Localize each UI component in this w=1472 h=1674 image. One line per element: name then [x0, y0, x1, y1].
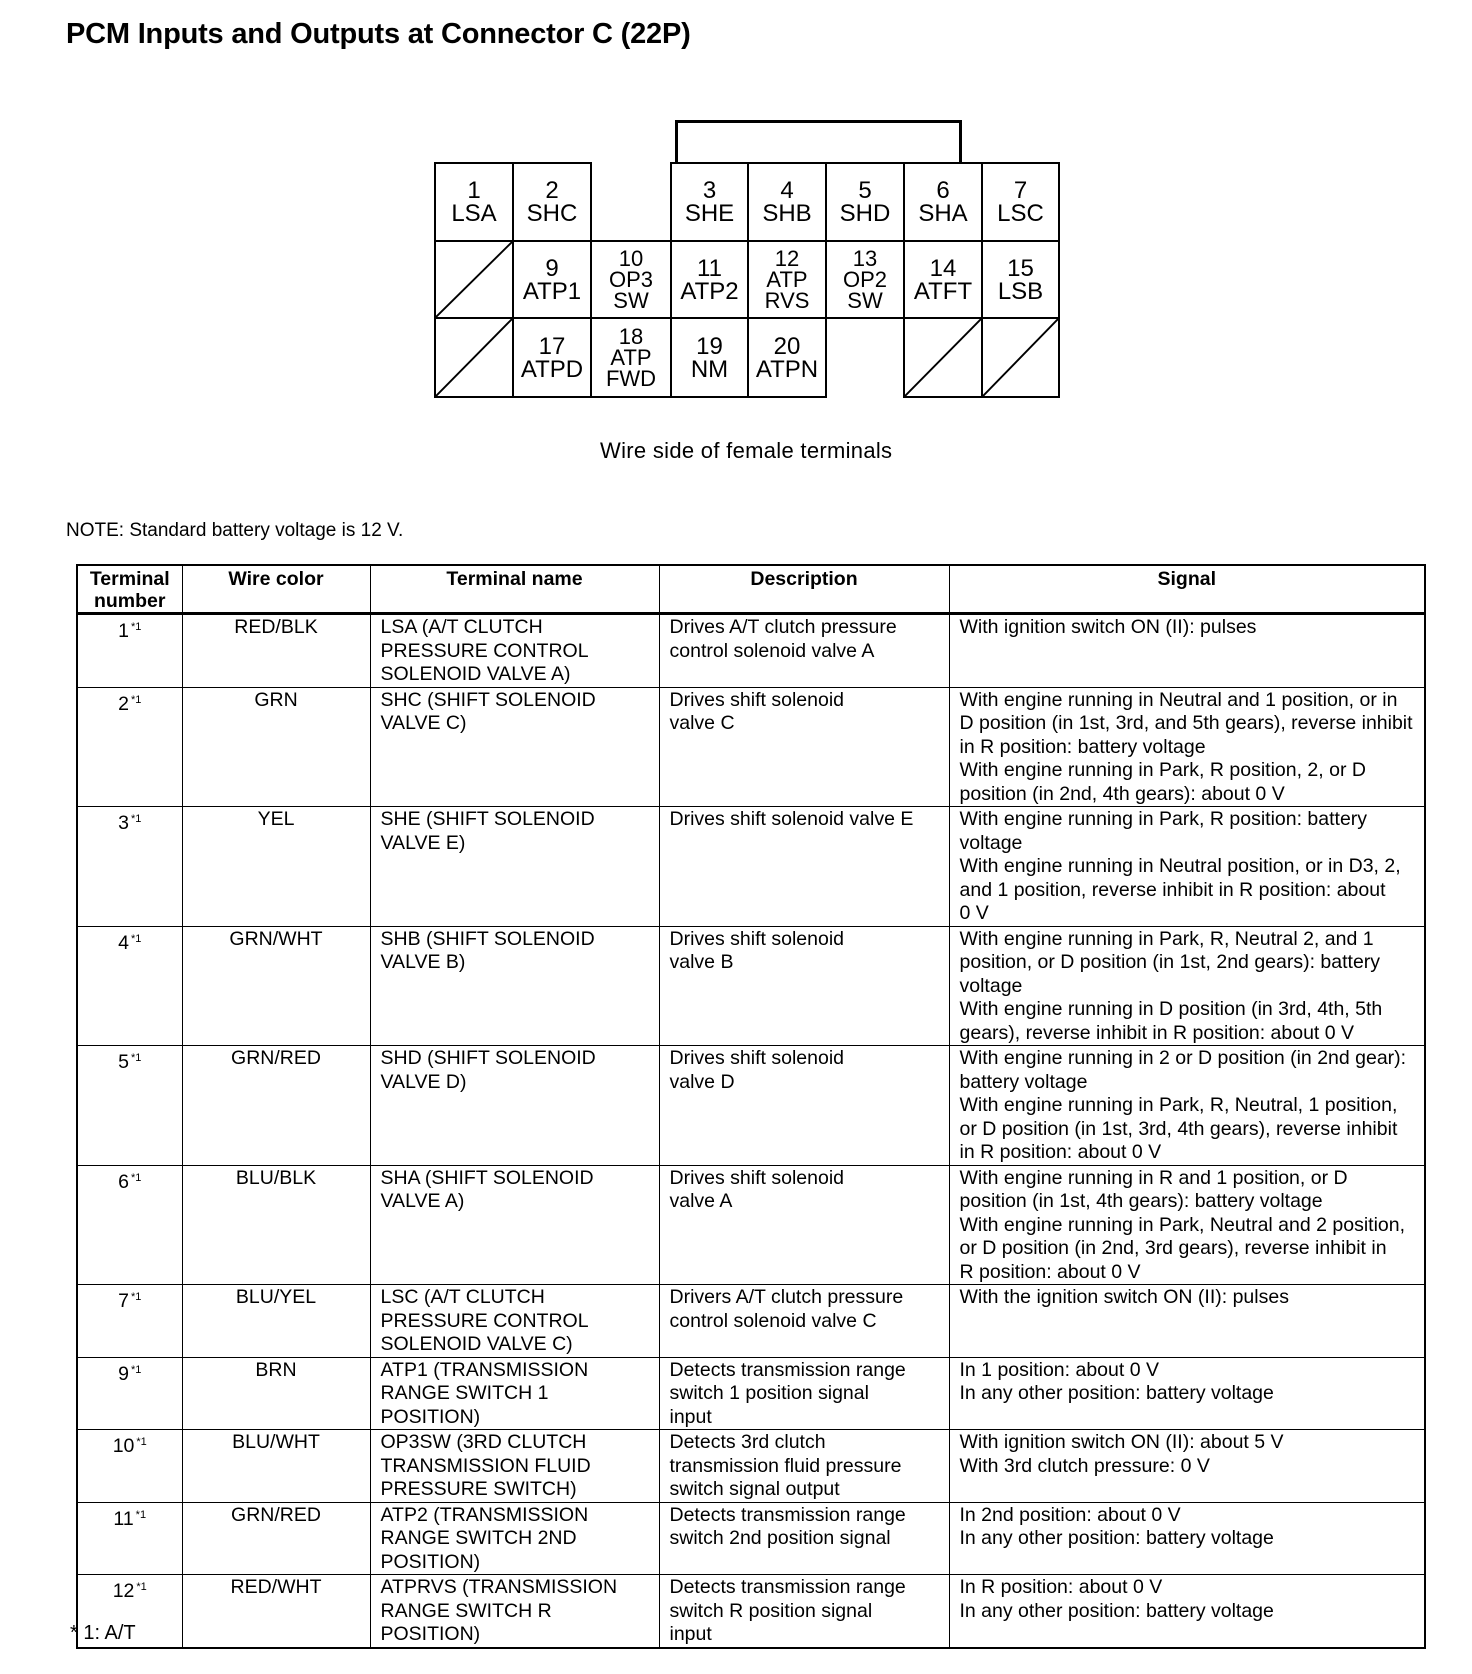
pin-11	[670, 240, 749, 319]
description-cell: Detects 3rd clutch transmission fluid pressure switch signal output	[659, 1430, 949, 1503]
pin-number: 9	[545, 254, 559, 282]
pin-number: 20	[773, 332, 801, 360]
description-cell: Detects transmission range switch R position signal input	[659, 1575, 949, 1648]
signal-cell: With the ignition switch ON (II): pulses	[949, 1285, 1425, 1358]
terminal-number-cell	[77, 1357, 182, 1430]
pin-label: LSA	[451, 200, 497, 227]
terminal-number: 11	[113, 1507, 134, 1530]
wire-color-cell: GRN	[182, 687, 370, 807]
pin-5	[825, 162, 905, 242]
footnote-marker: *1	[130, 932, 142, 945]
wire-color-cell: BRN	[182, 1357, 370, 1430]
blank-slash-icon	[983, 319, 1058, 396]
pin-label: LSB	[997, 277, 1044, 305]
table-row	[77, 926, 1425, 1046]
terminal-number: 12	[112, 1580, 135, 1602]
wire-color-cell: BLU/BLK	[182, 1165, 370, 1285]
signal-cell: With engine running in Park, R, Neutral 2, and 1 position, or D position (in 1st, 2nd gears): battery voltage With engine running in D position (in 3rd, 4th, 5th gears), reverse inhibit in R position: about 0 V	[949, 926, 1425, 1046]
pin-label: ATP1	[522, 277, 582, 305]
footnote-marker: *1	[135, 1508, 147, 1521]
wire-color-cell: GRN/RED	[182, 1502, 370, 1575]
header-terminal-number: Terminal number	[77, 565, 182, 614]
table-header-row	[77, 565, 1425, 614]
description-cell: Drives shift solenoid valve C	[659, 687, 949, 807]
pin-number: 15	[1007, 254, 1034, 282]
signal-cell: With engine running in 2 or D position (in 2nd gear): battery voltage With engine running in Park, R, Neutral, 1 position, or D position (in 1st, 3rd, 4th gears), reverse inhibit in R position: about 0 V	[949, 1046, 1425, 1166]
table-row	[77, 1046, 1425, 1166]
terminal-name-cell: ATPRVS (TRANSMISSION RANGE SWITCH R POSITION)	[370, 1575, 659, 1648]
pin-number: 4	[780, 177, 794, 204]
pin-label: ATP RVS	[764, 267, 810, 313]
table-row	[77, 1502, 1425, 1575]
signal-cell: With engine running in R and 1 position, or D position (in 1st, 4th gears): battery voltage With engine running in Park, Neutral and 2 position, or D position (in 2nd, 3rd gears), reverse inhibit in R position: about 0 V	[949, 1165, 1425, 1285]
terminal-name-cell: ATP2 (TRANSMISSION RANGE SWITCH 2ND POSITION)	[370, 1502, 659, 1575]
terminal-name-cell: LSC (A/T CLUTCH PRESSURE CONTROL SOLENOID VALVE C)	[370, 1285, 659, 1358]
pin-label: ATFT	[913, 277, 973, 305]
header-description: Description	[659, 565, 949, 614]
wire-color-cell: BLU/WHT	[182, 1430, 370, 1503]
terminal-number-cell	[77, 807, 182, 927]
terminal-name-cell: SHE (SHIFT SOLENOID VALVE E)	[370, 807, 659, 927]
terminal-number: 7	[118, 1290, 129, 1312]
pin-label: SHA	[918, 200, 968, 227]
pin-15	[981, 240, 1060, 319]
pin-label: OP2 SW	[842, 267, 888, 313]
header-signal: Signal	[949, 565, 1425, 614]
table-row	[77, 1575, 1425, 1648]
terminal-number: 4	[118, 931, 129, 954]
terminal-number: 5	[118, 1051, 129, 1073]
wire-color-cell: BLU/YEL	[182, 1285, 370, 1358]
connector-caption: Wire side of female terminals	[600, 438, 893, 463]
terminal-number: 1	[118, 620, 129, 642]
pin-label: ATP FWD	[605, 345, 657, 391]
signal-cell: In 2nd position: about 0 V In any other position: battery voltage	[949, 1502, 1425, 1575]
pin-1	[434, 162, 514, 242]
blank-slash-icon	[436, 319, 512, 396]
terminal-name-cell: LSA (A/T CLUTCH PRESSURE CONTROL SOLENOID VALVE A)	[370, 614, 659, 688]
page-title: PCM Inputs and Outputs at Connector C (22P)	[66, 18, 691, 50]
table-row	[77, 1165, 1425, 1285]
description-cell: Drives shift solenoid valve B	[659, 926, 949, 1046]
pin-3	[670, 162, 749, 242]
footnote-marker: *1	[136, 1436, 147, 1448]
blank-slash-icon	[905, 319, 981, 396]
pin-label: ATP2	[680, 277, 739, 305]
signal-cell: With engine running in Park, R position: battery voltage With engine running in Neutral position, or in D3, 2, and 1 position, reverse inhibit in R position: about 0 V	[949, 807, 1425, 927]
pin-16-blank	[434, 317, 514, 398]
pin-14	[903, 240, 983, 319]
pin-number: 12	[774, 246, 800, 271]
pin-number: 6	[936, 177, 950, 204]
description-cell: Drives A/T clutch pressure control solenoid valve A	[659, 614, 949, 688]
wire-color-cell: RED/WHT	[182, 1575, 370, 1648]
description-cell: Detects transmission range switch 2nd position signal	[659, 1502, 949, 1575]
pin-22-blank	[981, 317, 1060, 398]
pin-19	[670, 317, 749, 398]
pin-8-blank	[434, 240, 514, 319]
terminal-number-cell	[77, 614, 182, 688]
voltage-note: NOTE: Standard battery voltage is 12 V.	[66, 520, 404, 541]
signal-cell: With ignition switch ON (II): pulses	[949, 614, 1425, 688]
pin-9	[512, 240, 592, 319]
pin-number: 1	[467, 177, 481, 204]
footnote-marker: *1	[130, 621, 142, 633]
pin-20	[747, 317, 827, 398]
table-row	[77, 1357, 1425, 1430]
terminal-number: 6	[118, 1170, 129, 1193]
pin-17	[512, 317, 592, 398]
description-cell: Detects transmission range switch 1 position signal input	[659, 1357, 949, 1430]
terminal-name-cell: SHA (SHIFT SOLENOID VALVE A)	[370, 1165, 659, 1285]
table-row	[77, 1285, 1425, 1358]
table-row	[77, 614, 1425, 688]
pin-12	[747, 240, 827, 319]
header-wire-color: Wire color	[182, 565, 370, 614]
terminal-number: 3	[118, 812, 129, 834]
pin-6	[903, 162, 983, 242]
wire-color-cell: GRN/RED	[182, 1046, 370, 1166]
pin-label: ATPD	[520, 355, 584, 383]
terminal-number-cell	[77, 687, 182, 807]
pin-10	[590, 240, 672, 319]
footnote: * 1: A/T	[70, 1622, 136, 1644]
header-terminal-name: Terminal name	[370, 565, 659, 614]
footnote-marker: *1	[130, 693, 142, 706]
pin-number: 14	[929, 254, 957, 282]
pin-label: SHD	[839, 200, 891, 227]
signal-cell: With engine running in Neutral and 1 position, or in D position (in 1st, 3rd, and 5th gears), reverse inhibit in R position: battery voltage With engine running in Park, R position, 2, or D position (in 2nd, 4th gears): about 0 V	[949, 687, 1425, 807]
pin-number: 13	[852, 246, 878, 271]
signal-cell: With ignition switch ON (II): about 5 V With 3rd clutch pressure: 0 V	[949, 1430, 1425, 1503]
wire-color-cell: GRN/WHT	[182, 926, 370, 1046]
pin-2	[512, 162, 592, 242]
wire-color-cell: YEL	[182, 807, 370, 927]
pin-number: 3	[702, 177, 717, 204]
pin-number: 17	[538, 332, 566, 360]
blank-slash-icon	[436, 242, 512, 317]
pin-number: 18	[618, 324, 644, 349]
terminal-name-cell: SHB (SHIFT SOLENOID VALVE B)	[370, 926, 659, 1046]
pin-label: ATPN	[755, 355, 819, 383]
footnote-marker: *1	[130, 1052, 142, 1064]
terminal-number-cell	[77, 1285, 182, 1358]
pin-21-blank	[903, 317, 983, 398]
footnote-marker: *1	[130, 1291, 142, 1303]
pin-label: LSC	[997, 200, 1044, 227]
description-cell: Drivers A/T clutch pressure control solenoid valve C	[659, 1285, 949, 1358]
pin-label: SHE	[684, 200, 735, 227]
pin-number: 19	[696, 332, 723, 360]
wire-color-cell: RED/BLK	[182, 614, 370, 688]
terminal-number-cell	[77, 926, 182, 1046]
footnote-marker: *1	[130, 813, 142, 825]
table-row	[77, 807, 1425, 927]
footnote-marker: *1	[130, 1363, 142, 1376]
terminal-number: 9	[118, 1362, 129, 1385]
pin-number: 11	[697, 254, 722, 282]
description-cell: Drives shift solenoid valve E	[659, 807, 949, 927]
terminal-name-cell: OP3SW (3RD CLUTCH TRANSMISSION FLUID PRESSURE SWITCH)	[370, 1430, 659, 1503]
pin-number: 5	[858, 177, 872, 204]
pin-number: 2	[545, 177, 559, 204]
pin-7	[981, 162, 1060, 242]
connector-lock-tab	[675, 120, 962, 162]
terminal-number: 2	[118, 692, 129, 715]
pin-label: SHB	[762, 200, 812, 227]
terminal-number-cell	[77, 1165, 182, 1285]
terminal-name-cell: ATP1 (TRANSMISSION RANGE SWITCH 1 POSITION)	[370, 1357, 659, 1430]
terminal-name-cell: SHD (SHIFT SOLENOID VALVE D)	[370, 1046, 659, 1166]
description-cell: Drives shift solenoid valve A	[659, 1165, 949, 1285]
footnote-marker: *1	[136, 1581, 147, 1593]
signal-cell: In 1 position: about 0 V In any other position: battery voltage	[949, 1357, 1425, 1430]
signal-cell: In R position: about 0 V In any other position: battery voltage	[949, 1575, 1425, 1648]
pin-number: 7	[1013, 177, 1028, 204]
pin-label: NM	[690, 355, 729, 383]
pin-4	[747, 162, 827, 242]
terminal-table	[76, 564, 1426, 1649]
pin-number: 10	[618, 246, 644, 271]
footnote-marker: *1	[130, 1171, 142, 1184]
terminal-number-cell	[77, 1046, 182, 1166]
description-cell: Drives shift solenoid valve D	[659, 1046, 949, 1166]
terminal-number-cell	[77, 1502, 182, 1575]
pin-13	[825, 240, 905, 319]
terminal-number-cell	[77, 1430, 182, 1503]
pin-18	[590, 317, 672, 398]
table-row	[77, 1430, 1425, 1503]
pin-label: OP3 SW	[608, 267, 654, 313]
terminal-number: 10	[112, 1435, 135, 1457]
pin-label: SHC	[526, 200, 578, 227]
table-row	[77, 687, 1425, 807]
terminal-name-cell: SHC (SHIFT SOLENOID VALVE C)	[370, 687, 659, 807]
